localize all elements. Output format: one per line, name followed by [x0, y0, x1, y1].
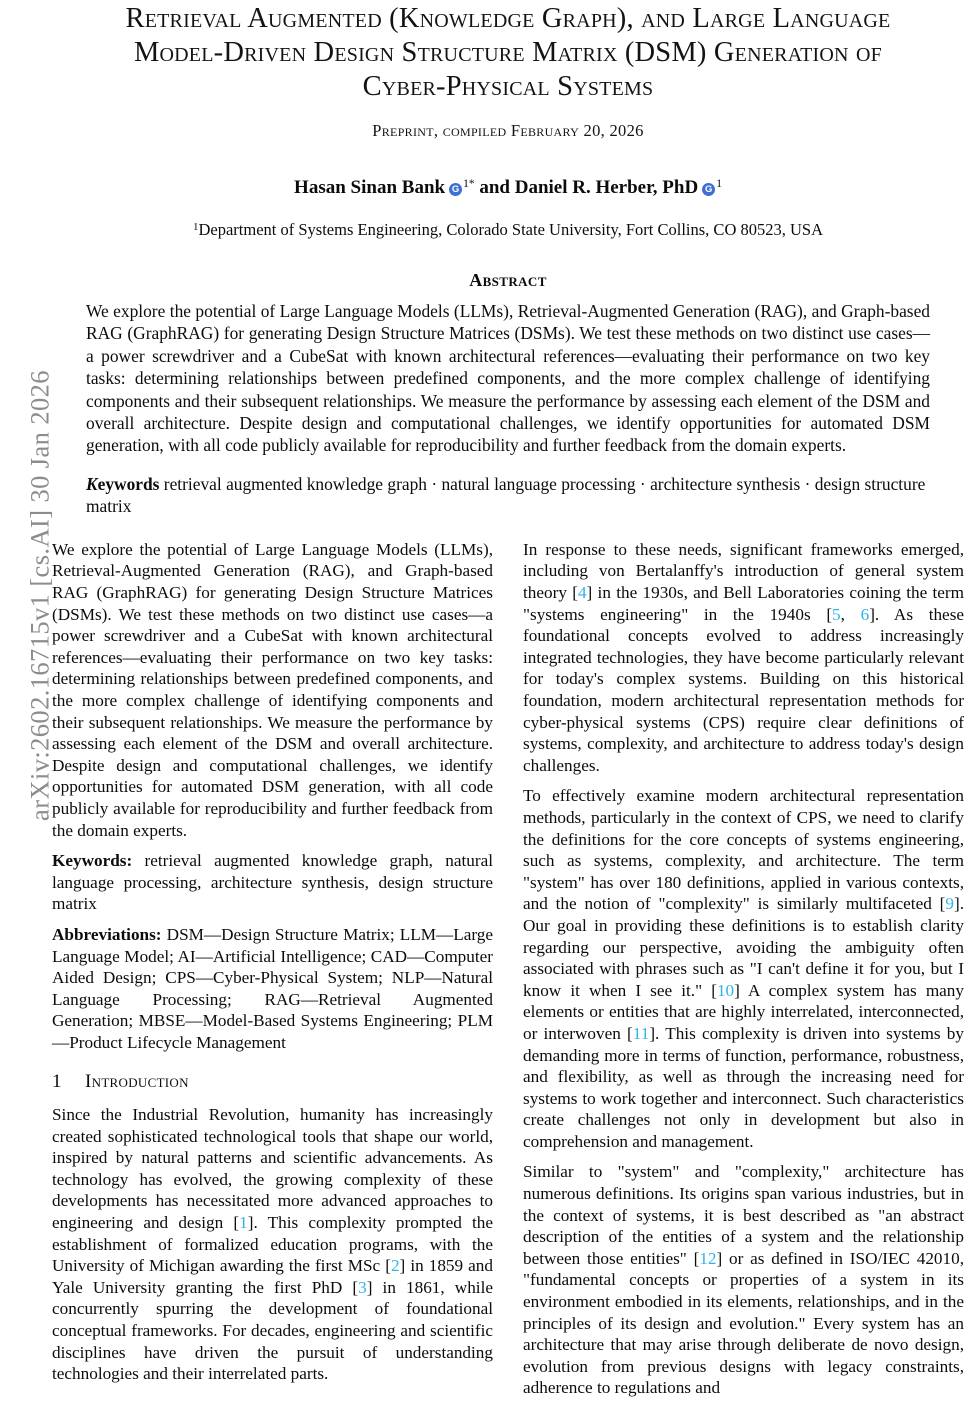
- p1-text-a: In response to these needs, significant frameworks emerged, including von Bertalanffy's introduction of general system theory [: [523, 539, 964, 603]
- p1-text-c: ]. As these foundational concepts evolved to address increasingly integrated technologies, they have become particularly relevant for today's complex systems. Building on this historical foundation, modern architectural representation methods for cyber-physical systems (CPS) require clear definitions of systems, complexity, and architecture to address today's design challenges.: [523, 604, 964, 775]
- title-line-1: Retrieval Augmented (Knowledge Graph), and Large Language: [125, 3, 891, 34]
- author-affiliation-marker-2: 1: [716, 178, 722, 190]
- right-paragraph-1: [523, 539, 964, 777]
- body-columns: [52, 539, 964, 1408]
- citation-link-6[interactable]: 6: [860, 604, 870, 624]
- introduction-paragraph-1: [52, 1104, 493, 1385]
- abbreviations-label: Abbreviations:: [52, 924, 162, 944]
- intro-text-d: ] in 1861, while concurrently spurring the development of foundational conceptual frameworks. For decades, engineering and scientific disciplines have driven the pursuit of understanding technologies and their interrelated parts.: [52, 1277, 493, 1384]
- citation-separator: ,: [840, 604, 861, 624]
- keywords-label: Keywords:: [52, 851, 133, 871]
- orcid-icon[interactable]: G: [702, 183, 715, 196]
- intro-text-c: ] in 1859 and Yale University granting the first PhD [: [52, 1256, 493, 1297]
- left-keywords-paragraph: [52, 850, 493, 915]
- left-abbreviations-paragraph: [52, 924, 493, 1054]
- citation-link-11[interactable]: 11: [632, 1023, 650, 1043]
- author-name-2: Daniel R. Herber, PhD: [514, 177, 699, 198]
- section-title: Introduction: [85, 1070, 189, 1092]
- p1-text-b: ] in the 1930s, and Bell Laboratories coining the term "systems engineering" in the 1940s [: [523, 583, 964, 624]
- p2-text-c: ] A complex system has many elements or entities that are highly interrelated, interconnected, or interwoven [: [523, 980, 964, 1043]
- arxiv-identifier-stamp: arXiv:2602.16715v1 [cs.AI] 30 Jan 2026: [24, 370, 55, 821]
- p3-text-a: Similar to "system" and "complexity," architecture has numerous definitions. Its origins span various industries, but in the context of systems, it is best described as "an abstract description of the entities of a system and the relationship between those entities" [: [523, 1162, 964, 1268]
- author-conjunction: and: [479, 177, 510, 198]
- affiliation-line: [52, 220, 964, 240]
- author-affiliation-marker-1: 1*: [463, 178, 475, 190]
- citation-link-3[interactable]: 3: [358, 1277, 367, 1297]
- citation-link-10[interactable]: 10: [716, 980, 735, 1000]
- p3-text-b: ] or as defined in ISO/IEC 42010, "fundamental concepts or properties of a system in its environment embodied in its elements, relationships, and in the principles of its design and evolution." Every system has an architecture that may arise through deliberate de novo design, evolution from previous designs with legacy constraints, adherence to regulations and: [523, 1248, 964, 1398]
- p2-text-a: To effectively examine modern architectural representation methods, particularly in the context of CPS, we need to clarify the definitions for the core concepts of systems engineering, such as systems, complexity, and architecture. The term "system" has over 180 definitions, applied in various contexts, and the notion of "complexity" is similarly multifaceted [: [523, 786, 964, 914]
- preprint-date-line: Preprint, compiled February 20, 2026: [372, 121, 644, 140]
- left-column: [52, 539, 493, 1408]
- citation-link-5[interactable]: 5: [832, 604, 841, 624]
- left-abstract-repeat: We explore the potential of Large Language Models (LLMs), Retrieval-Augmented Generation (RAG), and Graph-based RAG (GraphRAG) for generating Design Structure Matrices (DSMs). We test these methods on two distinct use cases—a power screwdriver and a CubeSat with known architectural references—evaluating their performance on two key tasks: determining relationships between predefined components, and the more complex challenge of identifying components and their subsequent relationships. We measure the performance by assessing each element of the DSM and overall architecture. Despite design and computational challenges, we identify opportunities for automated DSM generation, with all code publicly available for reproducibility and further feedback from the domain experts.: [52, 539, 493, 840]
- title-line-3: Cyber-Physical Systems: [362, 71, 654, 102]
- abstract-heading: Abstract: [469, 270, 547, 290]
- keywords-text: retrieval augmented knowledge graph, natural language processing, architecture synthesis, design structure matrix: [52, 851, 493, 914]
- affiliation-text: Department of Systems Engineering, Colorado State University, Fort Collins, CO 80523, USA: [198, 220, 823, 239]
- keywords-values: retrieval augmented knowledge graph · natural language processing · architecture synthesis · design structure matrix: [86, 473, 926, 516]
- paper-page: [52, 0, 964, 1398]
- page-title: [60, 2, 956, 104]
- citation-link-2[interactable]: 2: [390, 1256, 400, 1276]
- intro-text-b: ]. This complexity prompted the establishment of formalized education programs, with the University of Michigan awarding the first MSc [: [52, 1213, 493, 1276]
- author-name-1: Hasan Sinan Bank: [294, 177, 446, 198]
- section-heading-introduction: [52, 1071, 493, 1093]
- abstract-body: We explore the potential of Large Language Models (LLMs), Retrieval-Augmented Generation (RAG), and Graph-based RAG (GraphRAG) for generating Design Structure Matrices (DSMs). We test these methods on two distinct use cases—a power screwdriver and a CubeSat with known architectural references—evaluating their performance on two key tasks: determining relationships between predefined components, and the more complex challenge of identifying components and their subsequent relationships. We measure the performance by assessing each element of the DSM and overall architecture. Despite design and computational challenges, we identify opportunities for automated DSM generation, with all code publicly available for reproducibility and further feedback from the domain experts.: [86, 301, 930, 456]
- right-column: [523, 539, 964, 1408]
- keywords-label-rest: eywords: [97, 473, 160, 494]
- citation-link-12[interactable]: 12: [699, 1248, 717, 1268]
- right-paragraph-2: [523, 785, 964, 1152]
- author-list: [52, 177, 964, 199]
- citation-link-1[interactable]: 1: [239, 1213, 248, 1233]
- citation-link-9[interactable]: 9: [945, 894, 954, 914]
- intro-text-a: Since the Industrial Revolution, humanity has increasingly created sophisticated technological tools that shape our world, inspired by natural patterns and scientific advancements. As technology has evolved, the growing complexity of these developments has necessitated more advanced approaches to engineering and design [: [52, 1105, 493, 1233]
- keywords-label-initial: K: [86, 473, 98, 494]
- right-paragraph-3: [523, 1161, 964, 1399]
- title-block: [52, 0, 964, 141]
- abstract-section: [84, 270, 932, 517]
- p2-text-b: ]. Our goal in providing these definitions is to establish clarity regarding our perspective, avoiding the ambiguity often associated with phrases such as "I can't define it for you, but I know it when I see it." [: [523, 894, 964, 1000]
- title-line-2: Model-Driven Design Structure Matrix (DSM) Generation of: [133, 37, 882, 68]
- affiliation-marker: 1: [192, 221, 199, 233]
- citation-link-4[interactable]: 4: [577, 583, 587, 603]
- p2-text-d: ]. This complexity is driven into systems by demanding more in terms of function, performance, robustness, and flexibility, as well as through the increasing need for systems to work together and interconnect. Such characteristics create challenges not only in development but also in comprehension and management.: [523, 1023, 964, 1151]
- section-number: 1: [52, 1070, 62, 1092]
- orcid-icon[interactable]: G: [449, 183, 462, 196]
- abbreviations-text: DSM—Design Structure Matrix; LLM—Large Language Model; AI—Artificial Intelligence; CAD—Computer Aided Design; CPS—Cyber-Physical System; NLP—Natural Language Processing; RAG—Retrieval Augmented Generation; MBSE—Model-Based Systems Engineering; PLM—Product Lifecycle Management: [52, 924, 493, 1052]
- keywords-line: [84, 473, 932, 517]
